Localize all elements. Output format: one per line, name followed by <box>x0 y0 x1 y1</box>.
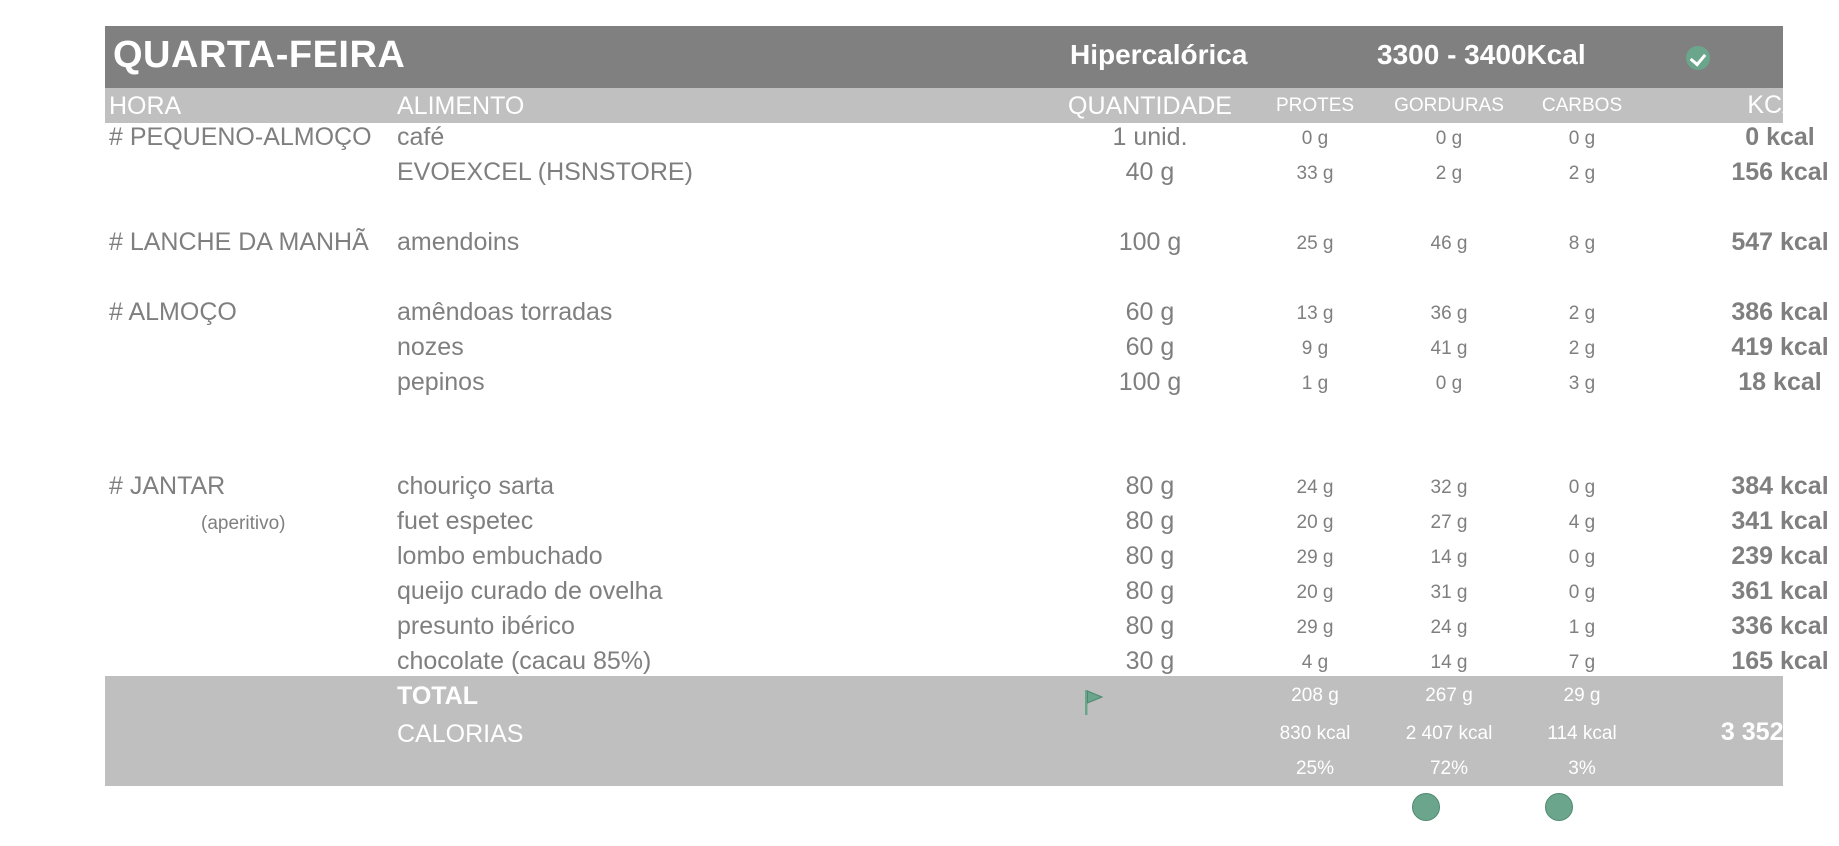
totals-panel <box>105 676 1839 786</box>
protein-value: 25 g <box>1296 233 1334 254</box>
fat-value: 36 g <box>1430 303 1468 324</box>
total-kcal: 3 352 kcal <box>1720 718 1839 746</box>
fat-kcal: 2 407 kcal <box>1405 723 1493 744</box>
flag-icon <box>1083 688 1105 716</box>
day-title: QUARTA-FEIRA <box>113 34 406 76</box>
fat-value: 14 g <box>1430 652 1468 673</box>
table-row <box>105 577 1829 611</box>
kcal-value: 547 kcal <box>1731 228 1829 256</box>
meal-sublabel: (aperitivo) <box>201 513 286 534</box>
fat-value: 41 g <box>1430 338 1468 359</box>
total-fat-grams: 267 g <box>1425 685 1473 706</box>
table-row <box>105 507 1829 541</box>
fat-value: 0 g <box>1435 373 1463 394</box>
protein-value: 9 g <box>1301 338 1329 359</box>
calorias-label: CALORIAS <box>397 720 524 748</box>
check-circle-icon <box>1686 46 1710 70</box>
protein-value: 13 g <box>1296 303 1334 324</box>
carb-value: 2 g <box>1568 303 1596 324</box>
food-name: chouriço sarta <box>397 472 555 500</box>
meal-label: # JANTAR <box>109 472 226 500</box>
table-row <box>105 298 1829 332</box>
food-quantity: 1 unid. <box>1112 123 1188 151</box>
table-row <box>105 123 1815 157</box>
kcal-value: 386 kcal <box>1731 298 1829 326</box>
fat-value: 31 g <box>1430 582 1468 603</box>
table-row <box>105 333 1829 367</box>
status-dot-icon <box>1412 793 1440 821</box>
fat-value: 32 g <box>1430 477 1468 498</box>
protein-value: 29 g <box>1296 617 1334 638</box>
diet-type: Hipercalórica <box>1070 39 1248 70</box>
protein-value: 0 g <box>1301 128 1329 149</box>
carb-value: 4 g <box>1568 512 1596 533</box>
food-quantity: 40 g <box>1125 158 1175 186</box>
food-quantity: 80 g <box>1125 507 1175 535</box>
title-bar <box>105 26 1783 88</box>
status-dot-icon <box>1545 793 1573 821</box>
total-carb-grams: 29 g <box>1563 685 1601 706</box>
col-quantidade: QUANTIDADE <box>1068 92 1232 120</box>
food-name: lombo embuchado <box>397 542 603 570</box>
food-quantity: 100 g <box>1118 228 1182 256</box>
carb-percent: 3% <box>1568 758 1596 779</box>
table-row <box>105 542 1829 576</box>
protein-value: 33 g <box>1296 163 1334 184</box>
protein-value: 29 g <box>1296 547 1334 568</box>
kcal-value: 336 kcal <box>1731 612 1829 640</box>
fat-value: 2 g <box>1435 163 1463 184</box>
protein-value: 24 g <box>1296 477 1334 498</box>
food-name: EVOEXCEL (HSNSTORE) <box>397 158 693 186</box>
fat-value: 27 g <box>1430 512 1468 533</box>
carb-value: 0 g <box>1568 477 1596 498</box>
protein-value: 20 g <box>1296 512 1334 533</box>
fat-value: 24 g <box>1430 617 1468 638</box>
protein-value: 4 g <box>1301 652 1329 673</box>
food-name: nozes <box>397 333 464 361</box>
table-row <box>105 228 1829 262</box>
food-name: amendoins <box>397 228 520 256</box>
kcal-value: 239 kcal <box>1731 542 1829 570</box>
food-quantity: 60 g <box>1125 333 1175 361</box>
food-quantity: 80 g <box>1125 612 1175 640</box>
carb-kcal: 114 kcal <box>1547 723 1617 744</box>
carb-value: 0 g <box>1568 582 1596 603</box>
food-name: chocolate (cacau 85%) <box>397 647 652 675</box>
kcal-value: 18 kcal <box>1738 368 1822 396</box>
col-gorduras: GORDURAS <box>1394 95 1504 116</box>
protein-value: 20 g <box>1296 582 1334 603</box>
food-name: presunto ibérico <box>397 612 575 640</box>
table-row <box>105 368 1822 402</box>
meal-label: # LANCHE DA MANHÃ <box>109 228 369 256</box>
fat-value: 0 g <box>1435 128 1463 149</box>
carb-value: 7 g <box>1568 652 1596 673</box>
col-kcal: KCAL <box>1747 91 1813 119</box>
food-quantity: 100 g <box>1118 368 1182 396</box>
food-name: pepinos <box>397 368 485 396</box>
kcal-value: 0 kcal <box>1745 123 1815 151</box>
food-quantity: 60 g <box>1125 298 1175 326</box>
fat-percent: 72% <box>1429 758 1469 779</box>
fat-value: 14 g <box>1430 547 1468 568</box>
food-name: café <box>397 123 445 151</box>
food-name: amêndoas torradas <box>397 298 613 326</box>
kcal-value: 156 kcal <box>1731 158 1829 186</box>
carb-value: 1 g <box>1568 617 1596 638</box>
table-row <box>105 472 1829 506</box>
protein-percent: 25% <box>1295 758 1335 779</box>
col-hora: HORA <box>109 92 182 120</box>
table-row <box>105 612 1829 646</box>
carb-value: 8 g <box>1568 233 1596 254</box>
column-header-bar <box>105 88 1813 123</box>
col-carbos: CARBOS <box>1541 95 1623 116</box>
carb-value: 2 g <box>1568 163 1596 184</box>
col-alimento: ALIMENTO <box>397 92 525 120</box>
kcal-value: 361 kcal <box>1731 577 1829 605</box>
food-quantity: 80 g <box>1125 542 1175 570</box>
kcal-value: 384 kcal <box>1731 472 1829 500</box>
carb-value: 0 g <box>1568 128 1596 149</box>
kcal-value: 419 kcal <box>1731 333 1829 361</box>
col-protes: PROTES <box>1275 95 1355 116</box>
kcal-value: 165 kcal <box>1731 647 1829 675</box>
kcal-range: 3300 - 3400Kcal <box>1377 39 1586 70</box>
meal-label: # PEQUENO-ALMOÇO <box>109 123 372 151</box>
kcal-value: 341 kcal <box>1731 507 1829 535</box>
protein-value: 1 g <box>1301 373 1329 394</box>
table-row <box>105 158 1829 192</box>
carb-value: 3 g <box>1568 373 1596 394</box>
total-label: TOTAL <box>397 682 479 710</box>
carb-value: 2 g <box>1568 338 1596 359</box>
food-quantity: 80 g <box>1125 577 1175 605</box>
food-quantity: 80 g <box>1125 472 1175 500</box>
protein-kcal: 830 kcal <box>1279 723 1351 744</box>
food-name: queijo curado de ovelha <box>397 577 663 605</box>
fat-value: 46 g <box>1430 233 1468 254</box>
total-protein-grams: 208 g <box>1291 685 1339 706</box>
food-name: fuet espetec <box>397 507 534 535</box>
meal-label: # ALMOÇO <box>109 298 237 326</box>
food-quantity: 30 g <box>1125 647 1175 675</box>
carb-value: 0 g <box>1568 547 1596 568</box>
